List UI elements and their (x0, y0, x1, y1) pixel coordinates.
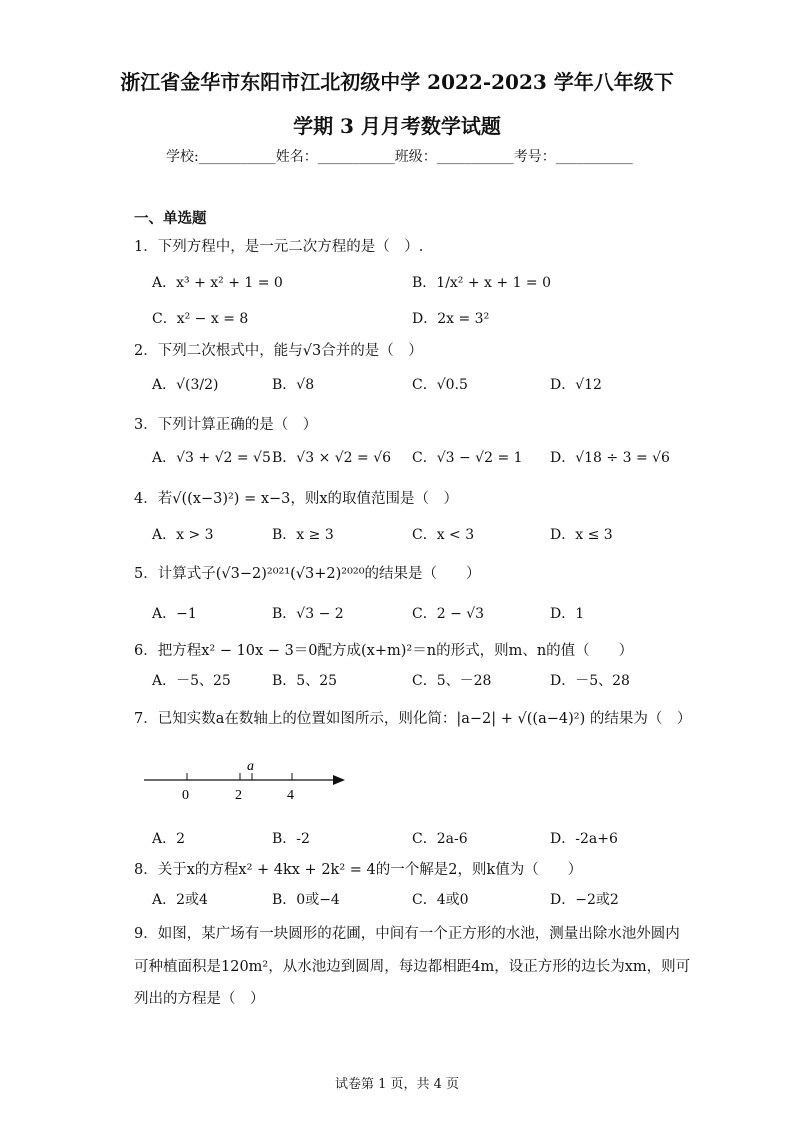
question-8-stem: 8．关于x的方程x² + 4kx + 2k² = 4的一个解是2，则k值为（ ） (134, 862, 583, 878)
point-label-a: a (247, 759, 254, 774)
student-info-line: 学校:___________姓名：___________班级：___________考号：___________ (166, 149, 633, 165)
section-heading: 一、单选题 (134, 210, 207, 227)
question-4-stem: 4．若√((x−3)²) = x−3，则x的取值范围是（ ） (134, 491, 459, 507)
q5-option-d: D．1 (550, 606, 585, 622)
q1-option-d: D．2x = 3² (412, 311, 490, 327)
question-6-stem: 6．把方程x² − 10x − 3＝0配方成(x+m)²＝n的形式，则m、n的值（ ） (134, 643, 634, 659)
page-footer: 试卷第 1 页，共 4 页 (334, 1077, 460, 1092)
question-3-stem: 3．下列计算正确的是（ ） (134, 417, 318, 433)
q3-option-b: B．√3 × √2 = √6 (272, 450, 392, 466)
question-9-line-2: 可种植面积是120m²，从水池边到圆周，每边都相距4m，设正方形的边长为xm，则可 (134, 959, 691, 975)
q4-option-d: D．x ≤ 3 (550, 527, 613, 543)
number-line-figure (140, 755, 350, 805)
q8-option-c: C．4或0 (412, 892, 469, 908)
title-line-2: 学期 3 月月考数学试题 (293, 114, 501, 138)
q7-option-b: B．-2 (272, 831, 310, 847)
q8-option-d: D．−2或2 (550, 892, 619, 908)
q2-option-c: C．√0.5 (412, 377, 468, 393)
question-1-stem: 1．下列方程中，是一元二次方程的是（ ）. (134, 239, 424, 255)
q1-option-c: C．x² − x = 8 (152, 311, 249, 327)
q7-option-d: D．-2a+6 (550, 831, 618, 847)
q3-option-c: C．√3 − √2 = 1 (412, 450, 523, 466)
q2-option-d: D．√12 (550, 377, 602, 393)
q6-option-d: D．－5、28 (550, 673, 630, 689)
q5-option-b: B．√3 − 2 (272, 606, 344, 622)
q4-option-b: B．x ≥ 3 (272, 527, 334, 543)
q1-option-a: A．x³ + x² + 1 = 0 (152, 275, 283, 291)
q3-option-d: D．√18 ÷ 3 = √6 (550, 450, 670, 466)
question-9-line-1: 9．如图，某广场有一块圆形的花圃，中间有一个正方形的水池，测量出除水池外圆内 (134, 926, 680, 942)
q2-option-a: A．√(3/2) (152, 377, 219, 393)
q6-option-c: C．5、－28 (412, 673, 492, 689)
q5-option-c: C．2 − √3 (412, 606, 485, 622)
question-7-stem: 7．已知实数a在数轴上的位置如图所示，则化简：|a−2| + √((a−4)²) 的结果为（ ） (134, 711, 692, 727)
question-5-stem: 5．计算式子(√3−2)²⁰²¹(√3+2)²⁰²⁰的结果是（ ） (134, 566, 481, 582)
tick-label-2: 2 (235, 788, 242, 803)
q6-option-a: A．－5、25 (152, 673, 231, 689)
q7-option-a: A．2 (152, 831, 186, 847)
question-9-line-3: 列出的方程是（ ） (134, 991, 265, 1007)
q8-option-b: B．0或−4 (272, 892, 340, 908)
title-line-1: 浙江省金华市东阳市江北初级中学 2022-2023 学年八年级下 (120, 70, 674, 94)
q1-option-b: B．1/x² + x + 1 = 0 (412, 275, 552, 291)
q4-option-a: A．x > 3 (152, 527, 214, 543)
q7-option-c: C．2a-6 (412, 831, 468, 847)
q6-option-b: B．5、25 (272, 673, 338, 689)
number-line-arrow (333, 775, 345, 785)
q2-option-b: B．√8 (272, 377, 315, 393)
q3-option-a: A．√3 + √2 = √5 (152, 450, 271, 466)
tick-label-4: 4 (287, 788, 294, 803)
q5-option-a: A．−1 (152, 606, 197, 622)
q8-option-a: A．2或4 (152, 892, 208, 908)
q4-option-c: C．x < 3 (412, 527, 475, 543)
tick-label-0: 0 (182, 788, 189, 803)
question-2-stem: 2．下列二次根式中，能与√3合并的是（ ） (134, 343, 423, 359)
